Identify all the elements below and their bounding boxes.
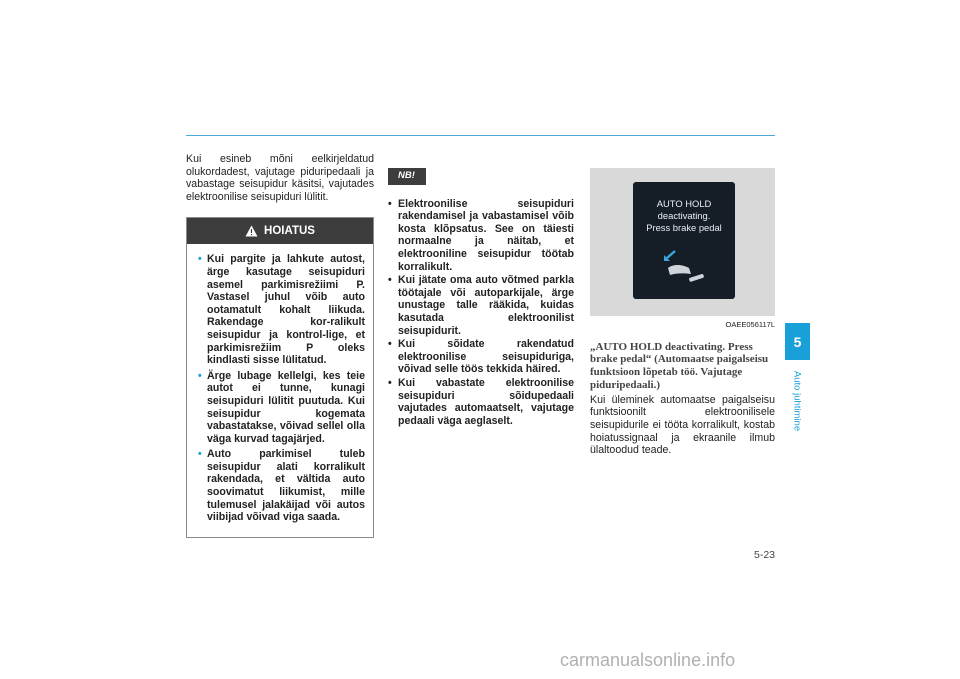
warning-item: • Auto parkimisel tuleb seisupidur alati korralikult rakendada, et vältida auto soovimatut liikumist, mille tulemusel jalakäijad või autos viibijad võivad viga saada.: [198, 448, 365, 524]
cluster-display: [633, 182, 735, 299]
warning-box: [186, 217, 374, 537]
note-item: • Kui sõidate rakendatud elektroonilise seisupiduriga, võivad selle töös tekkida häired.: [388, 338, 574, 376]
chapter-label: [790, 370, 804, 432]
figure-caption: „AUTO HOLD deactivating. Press brake pedal“ (Automaatse paigalseisu funktsioon lõpetab töö. Vajutage piduripedaali.): [590, 340, 769, 391]
note-list: [388, 198, 574, 428]
body-paragraph: Kui üleminek automaatse paigalseisu funktsioonilt elektroonilisele seisupidurile ei tööta korralikult, kostab hoiatussignaal ja ekraanile ilmub ülaltoodud teade.: [590, 393, 775, 457]
page-number: 5-23: [753, 549, 775, 561]
watermark: carmanualsonline.info: [560, 650, 736, 670]
left-column: [186, 153, 374, 538]
chapter-title: Auto juhtimine: [791, 370, 803, 432]
middle-column: [388, 168, 574, 428]
warning-title: HOIATUS: [264, 225, 315, 238]
display-line-1: AUTO HOLD: [656, 198, 712, 209]
chapter-tab: 5: [785, 323, 810, 360]
warning-list: [187, 244, 373, 536]
top-rule: [186, 135, 775, 136]
figure-code: OAEE056117L: [725, 320, 775, 329]
warning-header: [187, 218, 373, 244]
nb-badge: NB!: [388, 168, 426, 185]
brake-pedal-icon: [660, 246, 708, 288]
warning-triangle-icon: [245, 225, 258, 237]
warning-item: • Ärge lubage kellelgi, kes teie autot ei tunne, kunagi seisupiduri lülitit puutuda. Kui seisupidur kogemata vabastatakse, võivad sellel olla väga kurvad tagajärjed.: [198, 370, 365, 446]
note-item: • Elektroonilise seisupiduri rakendamisel ja vabastamisel võib kosta klõpsatus. See on täiesti normaalne ja näitab, et elektrooniline seisupidur töötab korralikult.: [388, 198, 574, 274]
warning-item: • Kui pargite ja lahkute autost, ärge kasutage seisupiduri asemel parkimisrežiimi P. Vastasel juhul võib auto ootamatult kohalt liikuda. Rakendage kor-ralikult seisupidur ja kontrol-lige, et parkimisrežiim P oleks kindlasti sisse lülitatud.: [198, 253, 365, 366]
display-line-2: deactivating.: [657, 210, 711, 221]
right-column: [590, 168, 775, 457]
note-item: • Kui vabastate elektroonilise seisupiduri sõidupedaali vajutades automaatselt, vajutage pedaali väga aeglaselt.: [388, 377, 574, 427]
intro-paragraph: Kui esineb mõni eelkirjeldatud olukordadest, vajutage piduripedaali ja vabastage seisupidur käsitsi, vajutades elektroonilise seisupiduri lülitit.: [186, 153, 374, 203]
cluster-figure: [590, 168, 775, 316]
note-item: • Kui jätate oma auto võtmed parkla töötajale või autoparkijale, ärge unustage talle rääkida, kuidas kasutada elektroonilist seisupidurit.: [388, 274, 574, 337]
display-line-3: Press brake pedal: [646, 222, 722, 233]
